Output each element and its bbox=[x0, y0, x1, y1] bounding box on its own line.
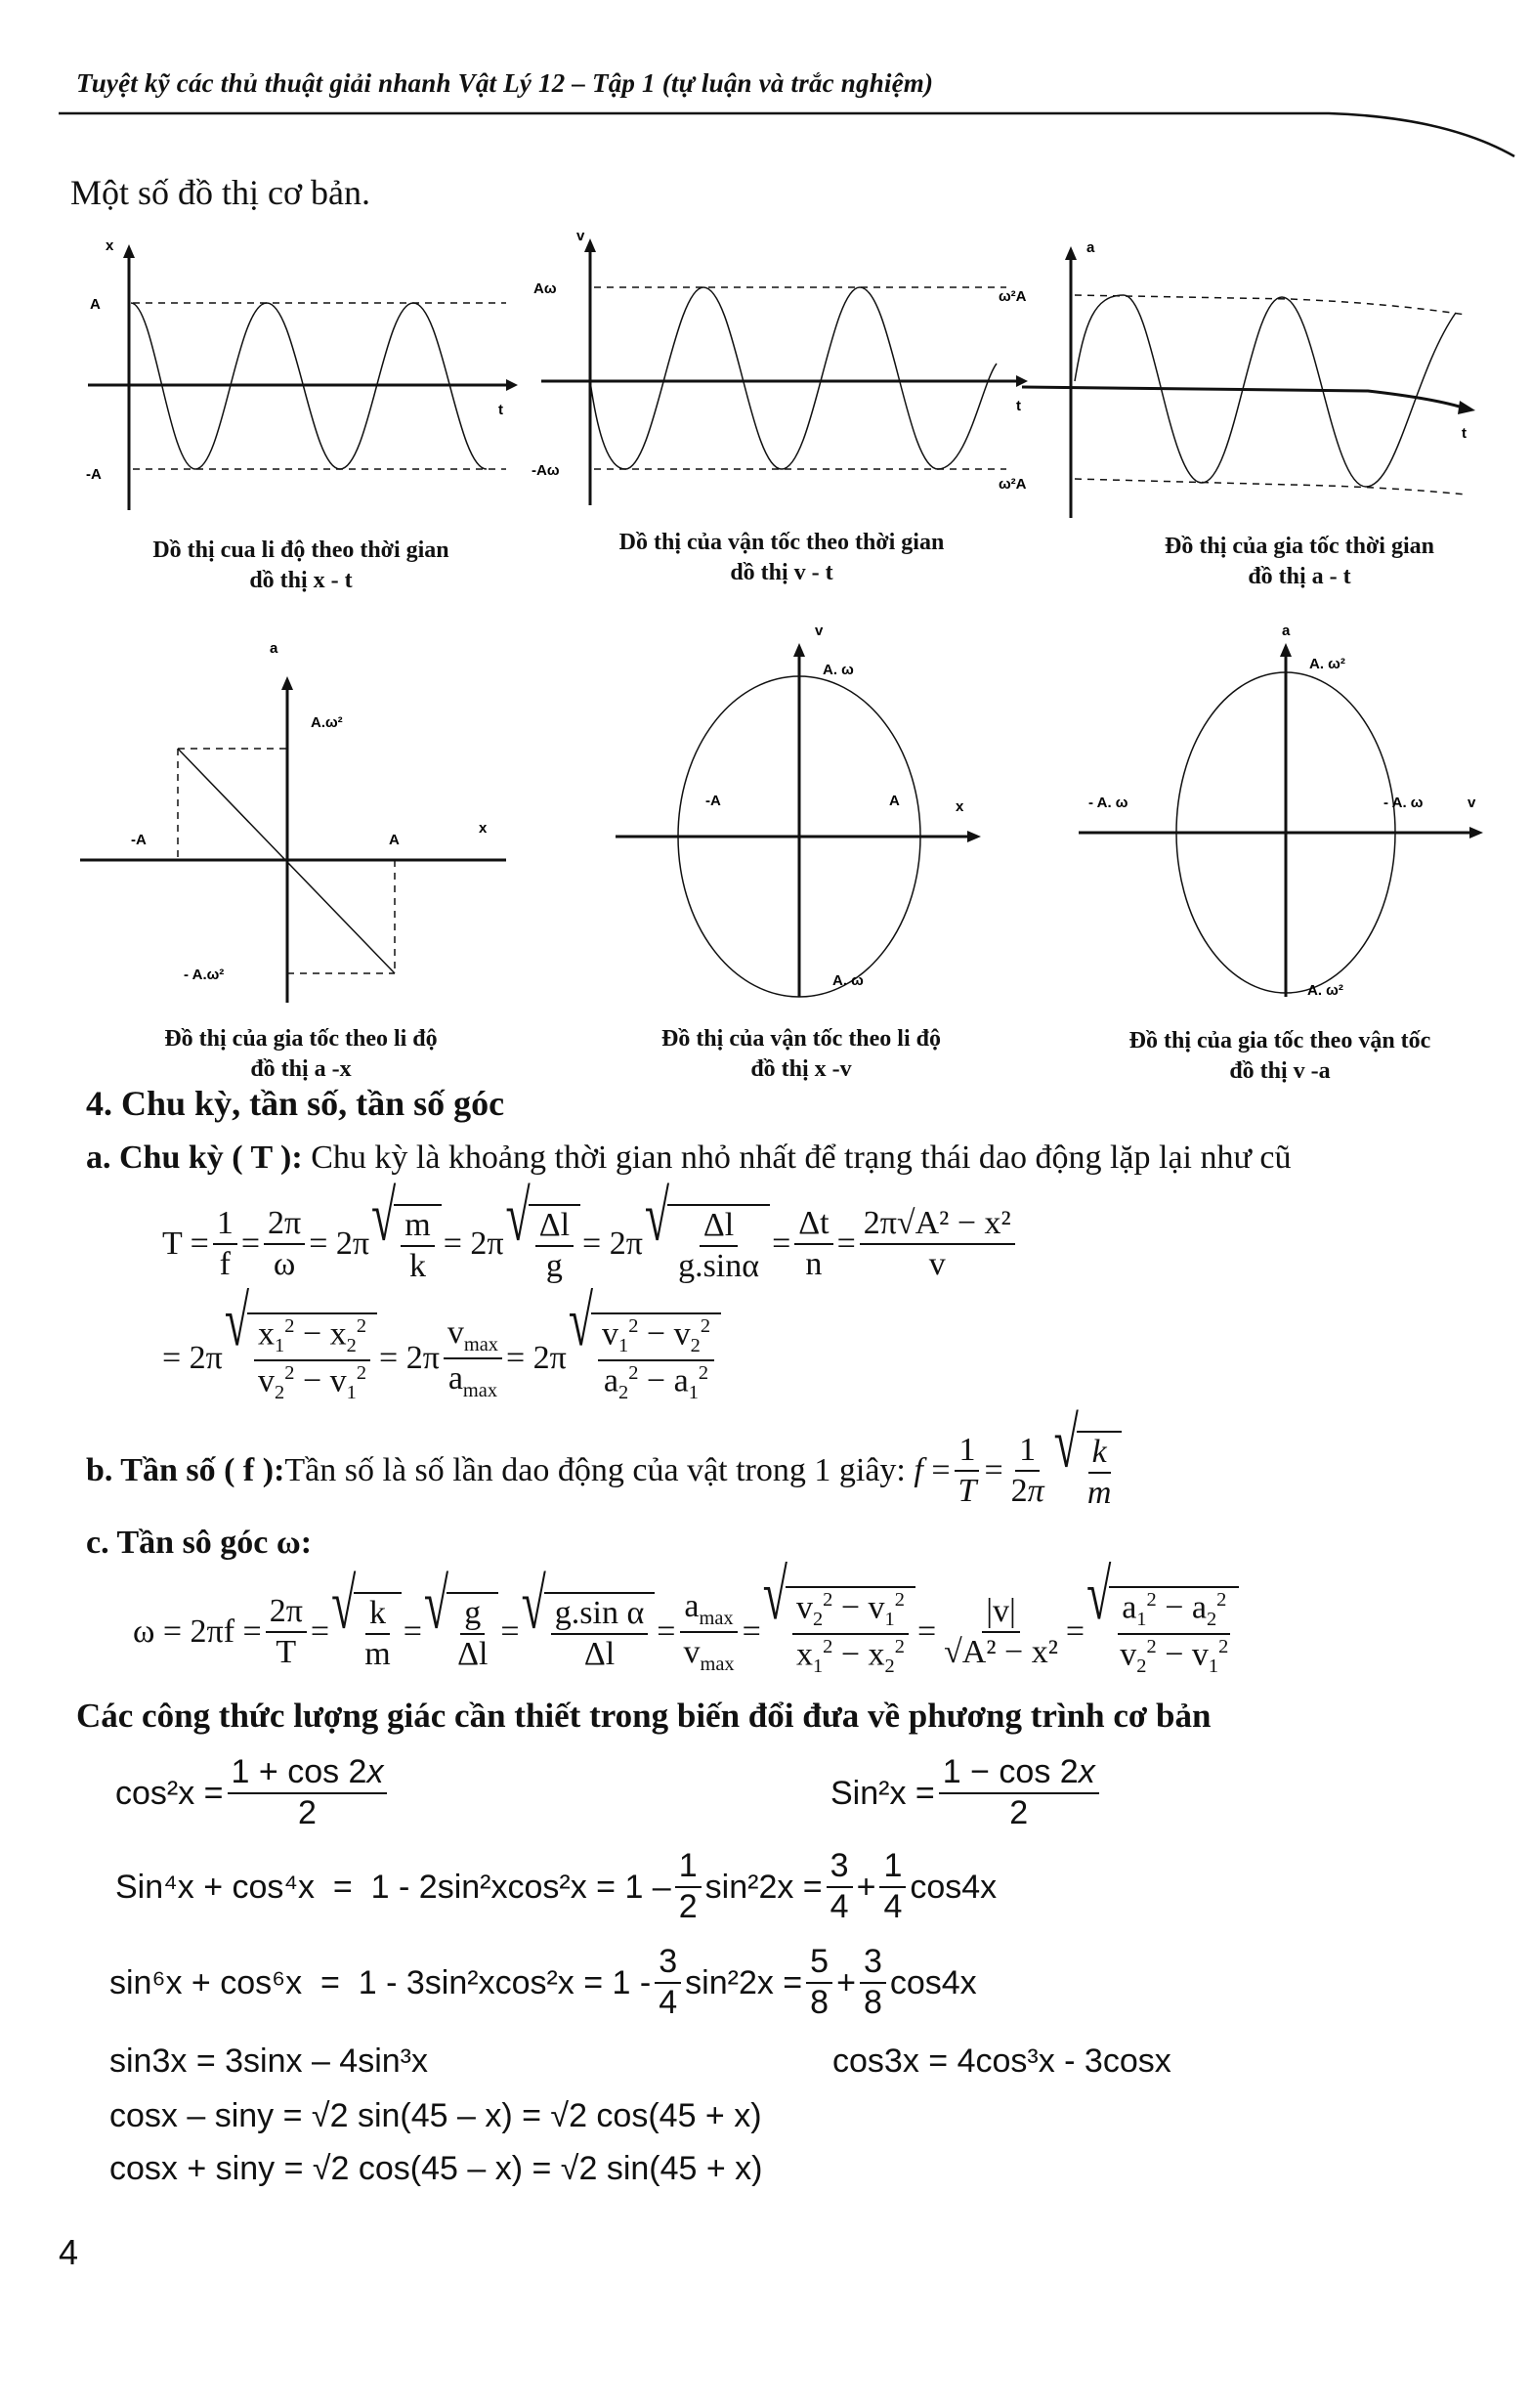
left-label: -A bbox=[131, 832, 147, 848]
x-label: t bbox=[1462, 425, 1467, 442]
x-label: x bbox=[956, 798, 964, 815]
y-label: v bbox=[576, 228, 585, 244]
graph-x-t bbox=[76, 227, 526, 520]
right-label: A bbox=[389, 832, 400, 848]
period-definition: a. Chu kỳ ( T ): Chu kỳ là khoảng thời gian nhỏ nhất để trạng thái dao động lặp lại như cũ bbox=[86, 1140, 1292, 1176]
period-formula-2: = 2π √ $\frac{x_1^2 - x_2^2}{v_2^2 - v_1^2}$ = 2π $\frac{v_{max}}{a_{max}}$ = 2π √ $\frac{v_1^2 - v_2^2}{a_2^2 - a_1^2}$ bbox=[162, 1300, 723, 1417]
graph-v-t bbox=[528, 227, 1036, 520]
x-label: x bbox=[479, 820, 488, 837]
y-label: v bbox=[815, 625, 824, 639]
caption-v-x: Đồ thị của vận tốc theo li độ đồ thị x -v bbox=[660, 1026, 941, 1082]
caption-a-x: Đồ thị của gia tốc theo li độ đồ thị a -x bbox=[164, 1026, 438, 1082]
top-label: A. ω² bbox=[1309, 656, 1345, 672]
period-formula-1: T = $\frac{1}{f}$ = $\frac{2\pi}{\omega}$ = 2π √ $\frac{m}{k}$ = 2π √ $\frac{\Delta l}{g}$ = 2π √ $\frac{\Delta l}{g.\sin\alpha}$ = $\frac{\Delta t}{n}$ = $\frac{\text{2π√A² − x²}}{v}$ bbox=[162, 1190, 1019, 1298]
caption-x-t: Dồ thị cua li độ theo thời gian dồ thị x - t bbox=[152, 538, 449, 593]
caption-v-t: Dồ thị của vận tốc theo thời gian dồ thị v - t bbox=[618, 530, 945, 585]
trig-sin2: Sin²x = $\frac{1 - \cos 2x}{2}$ bbox=[830, 1749, 1103, 1837]
top-label: A. ω bbox=[823, 662, 854, 678]
x-label: t bbox=[1016, 398, 1021, 414]
graph-a-x bbox=[76, 641, 526, 1022]
trig-cos-plus-sin: cosx + siny = √2 cos(45 – x) = √2 sin(45 + x) bbox=[109, 2150, 763, 2187]
bottom-label: -Aω bbox=[532, 462, 560, 479]
bottom-label: - A.ω² bbox=[184, 967, 225, 983]
top-label: A bbox=[90, 296, 101, 313]
top-label: ω²A bbox=[999, 288, 1027, 305]
trig-sin6-cos6: sin⁶x + cos⁶x = 1 - 3sin²xcos²x = 1 - $\frac{3}{4}$ sin²2x = $\frac{5}{8}$ + $\frac{3}{8}$ cos4x bbox=[109, 1943, 977, 2021]
x-label: v bbox=[1468, 795, 1476, 811]
angular-frequency-formula: ω = 2πf = $\frac{2\pi}{T}$ = √ $\frac{k}{m}$ = √ $\frac{g}{\Delta l}$ = √ $\frac{\text{g.sin α}}{\Delta l}$ = $\frac{a_{max}}{v_{max}}$ = √ $\frac{v_2^2 - v_1^2}{x_1^2 - x_2^2}$ = $\frac{|v|}{\text{√A² − x²}}$ = √ $\frac{a_1^2 - a_2^2}{v_2^2 - v_1^2}$ bbox=[133, 1573, 1241, 1691]
caption-a-t: Đồ thị của gia tốc thời gian đồ thị a - t bbox=[1165, 534, 1434, 589]
left-label: -A bbox=[705, 793, 721, 809]
bottom-label: ω²A bbox=[999, 476, 1027, 493]
right-label: A bbox=[889, 793, 900, 809]
running-header: Tuyệt kỹ các thủ thuật giải nhanh Vật Lý 12 – Tập 1 (tự luận và trắc nghiệm) bbox=[76, 68, 934, 98]
page-number: 4 bbox=[59, 2232, 79, 2272]
left-label: - A. ω bbox=[1088, 795, 1128, 811]
top-label: Aω bbox=[533, 280, 557, 297]
y-label: x bbox=[106, 237, 114, 254]
right-label: - A. ω bbox=[1383, 795, 1424, 811]
caption-a-v: Đồ thị của gia tốc theo vận tốc đồ thị v -a bbox=[1128, 1028, 1431, 1084]
graph-a-v bbox=[1075, 625, 1495, 1016]
bottom-label: -A bbox=[86, 466, 102, 483]
trig-cos3x: cos3x = 4cos³x - 3cosx bbox=[832, 2042, 1171, 2080]
bottom-label: A. ω bbox=[832, 972, 864, 989]
section-heading: 4. Chu kỳ, tần số, tần số góc bbox=[86, 1084, 505, 1123]
y-label: a bbox=[1086, 239, 1095, 256]
y-label: a bbox=[1282, 625, 1291, 639]
trig-cos-minus-sin: cosx – siny = √2 sin(45 – x) = √2 cos(45 + x) bbox=[109, 2097, 762, 2134]
header-rule bbox=[59, 109, 1524, 168]
trig-sin4-cos4: Sin⁴x + cos⁴x = 1 - 2sin²xcos²x = 1 – $\frac{1}{2}$ sin²2x = $\frac{3}{4}$ + $\frac{1}{4}$ cos4x bbox=[115, 1847, 998, 1925]
intro-text: Một số đồ thị cơ bản. bbox=[70, 173, 371, 212]
top-label: A.ω² bbox=[311, 714, 343, 731]
frequency-line: b. Tần số ( f ): Tần số là số lần dao động của vật trong 1 giây: f = $\frac{1}{T}$ = $\frac{1}{2\pi}$ √ $\frac{k}{m}$ bbox=[86, 1427, 1124, 1515]
graph-v-x bbox=[606, 625, 997, 1016]
x-label: t bbox=[498, 402, 503, 418]
trig-heading: Các công thức lượng giác cần thiết trong biến đổi đưa về phương trình cơ bản bbox=[76, 1697, 1212, 1735]
graph-a-t bbox=[997, 235, 1505, 528]
angular-frequency-label: c. Tần sô góc ω: bbox=[86, 1525, 313, 1561]
bottom-label: A. ω² bbox=[1307, 982, 1343, 999]
trig-sin3x: sin3x = 3sinx – 4sin³x bbox=[109, 2042, 428, 2080]
trig-cos2: cos²x = $\frac{1 + \cos 2x}{2}$ bbox=[115, 1749, 391, 1837]
sine-curve bbox=[590, 287, 997, 469]
y-label: a bbox=[270, 641, 278, 657]
